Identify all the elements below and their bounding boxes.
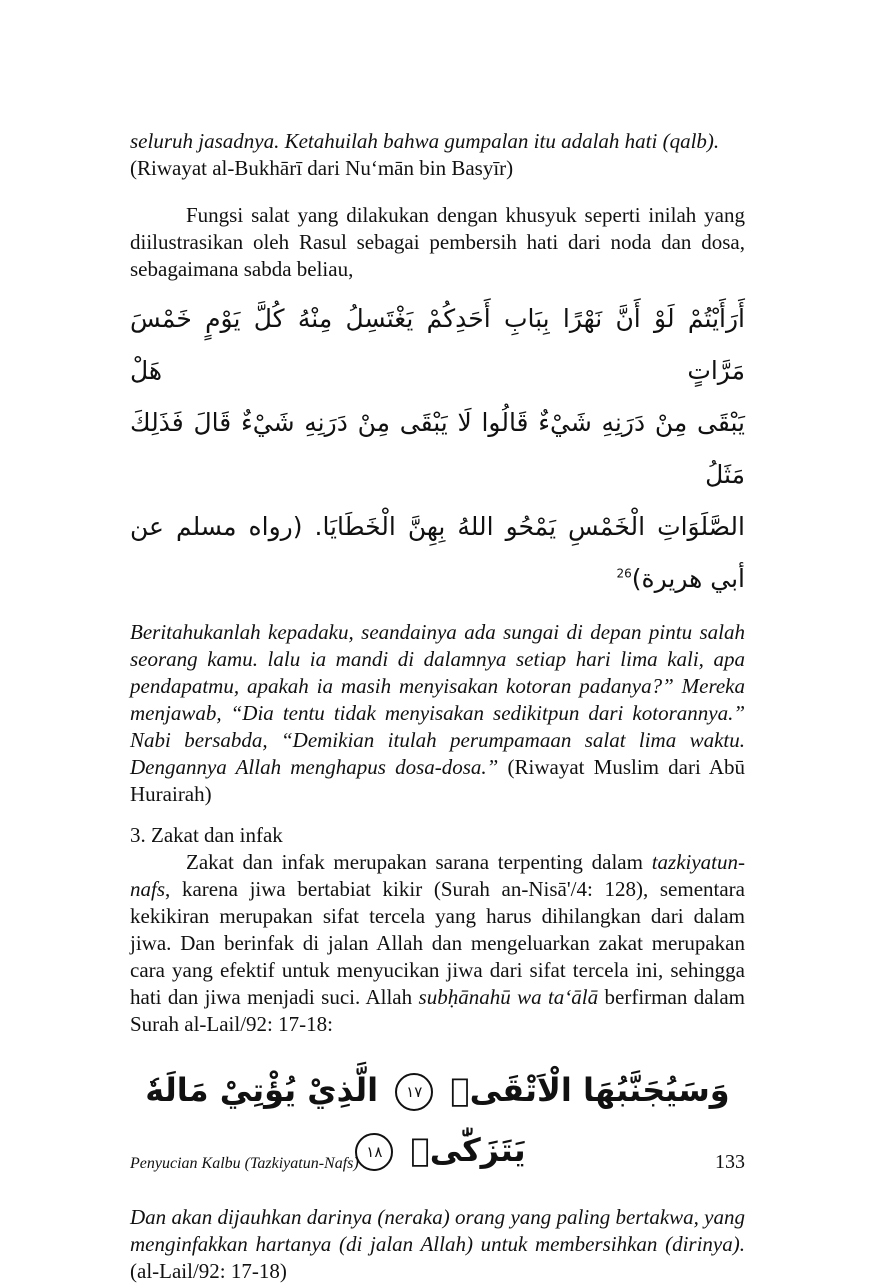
hadith2-arabic-line-3 bbox=[130, 501, 745, 605]
page-footer bbox=[130, 1151, 745, 1174]
quran-ayah-17: وَسَيُجَنَّبُهَا الْاَتْقَىۙ bbox=[450, 1071, 730, 1109]
hadith1-translation-block bbox=[130, 128, 745, 182]
paragraph-fungsi-salat: Fungsi salat yang dilakukan dengan khusyuk seperti inilah yang diilustrasikan oleh Rasul sebagai pembersih hati dari noda dan dosa, sebagaimana sabda beliau, bbox=[130, 203, 745, 281]
hadith1-translation-end: seluruh jasadnya. Ketahuilah bahwa gumpalan itu adalah hati (qalb). bbox=[130, 129, 720, 153]
zakat-term-subhanahu: subḥānahū wa ta‘ālā bbox=[418, 985, 599, 1009]
ayah-number-17: ١٧ bbox=[395, 1073, 433, 1111]
zakat-term-tazkiyatun-nafs: tazkiyatun-nafs bbox=[130, 850, 745, 901]
hadith2-arabic-line-1: أَرَأَيْتُمْ لَوْ أَنَّ نَهْرًا بِبَابِ أَحَدِكُمْ يَغْتَسِلُ مِنْهُ كُلَّ يَوْمٍ خَمْسَ مَرَّاتٍ هَلْ bbox=[130, 304, 745, 385]
page-number: 133 bbox=[715, 1151, 745, 1173]
hadith2-arabic-line-3-text: الصَّلَوَاتِ الْخَمْسِ يَمْحُو اللهُ بِهِنَّ الْخَطَايَا. (رواه مسلم عن أبي هريرة) bbox=[130, 512, 745, 593]
hadith2-translation: Beritahukanlah kepadaku, seandainya ada sungai di depan pintu salah seorang kamu. lalu ia mandi di dalamnya setiap hari lima kali, apa pendapatmu, apakah ia masih menyisakan kotoran padanya?” Mereka menjawab, “Dia tentu tidak menyisakan sedikitpun dari kotorannya.” Nabi bersabda, “Demikian itulah perumpamaan salat lima waktu. Dengannya Allah menghapus dosa-dosa.” bbox=[130, 620, 745, 779]
hadith1-source: (Riwayat al-Bukhārī dari Nu‘mān bin Basyīr) bbox=[130, 156, 514, 180]
ayah-number-18: ١٨ bbox=[355, 1133, 393, 1171]
hadith2-arabic-line-2: يَبْقَى مِنْ دَرَنِهِ شَيْءٌ قَالُوا لَا يَبْقَى مِنْ دَرَنِهِ شَيْءٌ قَالَ فَذَلِكَ مَثَلُ bbox=[130, 408, 745, 489]
running-title: Penyucian Kalbu (Tazkiyatun-Nafs) bbox=[130, 1155, 359, 1172]
hadith2-arabic bbox=[130, 293, 745, 605]
quran-translation: Dan akan dijauhkan darinya (neraka) orang yang paling bertakwa, yang menginfakkan hartanya (di jalan Allah) untuk membersihkan (dirinya). bbox=[130, 1205, 745, 1256]
hadith2-translation-block bbox=[130, 619, 745, 808]
section-heading-zakat: 3. Zakat dan infak bbox=[130, 823, 283, 847]
paragraph-zakat bbox=[130, 849, 745, 1038]
footnote-marker: 26 bbox=[616, 566, 632, 581]
zakat-text-mid: , karena jiwa bertabiat kikir (Surah an-Nisā'/4: 128), sementara kekikiran merupakan sifat tercela yang harus dihilangkan dari dalam jiwa. Dan berinfak di jalan Allah dan mengeluarkan zakat merupakan cara yang efektif untuk menyucikan jiwa dari sifat tercela ini, sehingga hati dan jiwa menjadi suci. Allah bbox=[130, 877, 745, 1009]
quran-ayah-18: الَّذِيْ يُؤْتِيْ مَالَهٗ يَتَزَكّٰىۚ bbox=[145, 1071, 526, 1169]
quran-source: (al-Lail/92: 17-18) bbox=[130, 1259, 287, 1283]
quran-translation-block bbox=[130, 1204, 745, 1285]
zakat-text-start: Zakat dan infak merupakan sarana terpenting dalam bbox=[186, 850, 652, 874]
hadith2-source: (Riwayat Muslim dari Abū Hurairah) bbox=[130, 755, 746, 806]
page-body bbox=[130, 128, 745, 1285]
zakat-text-end: berfirman dalam Surah al-Lail/92: 17-18: bbox=[130, 985, 746, 1036]
